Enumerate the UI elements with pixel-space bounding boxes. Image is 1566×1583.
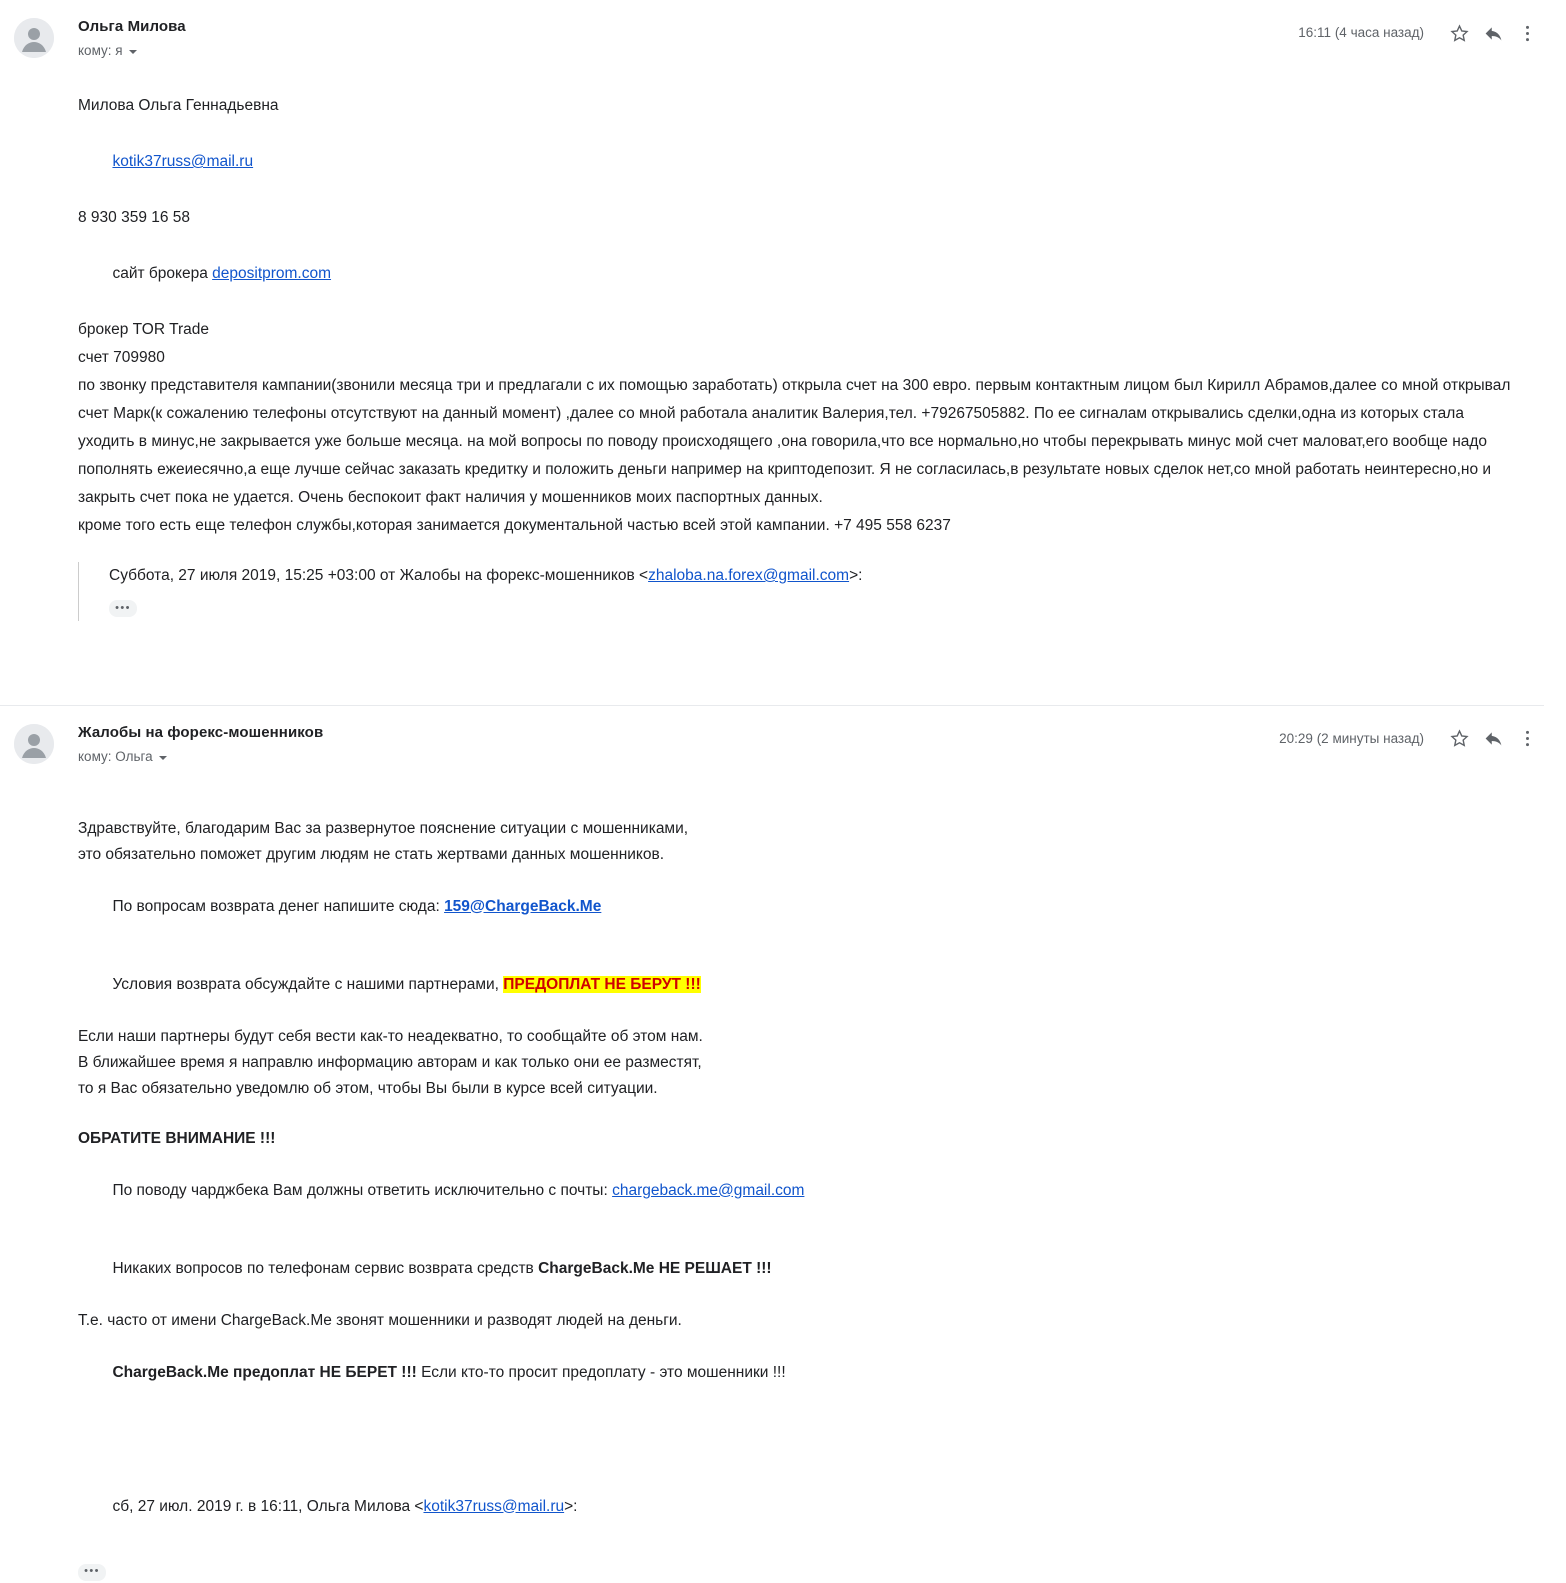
quote-header-2 [78, 1468, 1514, 1546]
body-paragraph-main: по звонку представителя кампании(звонили месяца три и предлагали с их помощью заработать) открыла счет на 300 евро. первым контактным лицом был Кирилл Абрамов,далее со мной открывал счет Марк(к сожалению телефоны отсутствуют на данный момент) ,далее со мной работала аналитик Валерия,тел. +79267505882. По ее сигналам открывались сделки,одна из которых стала уходить в минус,не закрывается уже больше месяца. на мой вопросы по поводу происходящего ,она говорила,что все нормально,но чтобы перекрывать минус мой счет маловат,его вообще надо пополнять ежеиесячно,а еще лучше сейчас заказать кредитку и положить деньги например на криптодепозит. Я не согласилась,в результате новых сделок нет,со мной работать неинтересно,но и закрыть счет пока не удается. Очень беспокоит факт наличия у мошенников моих паспортных данных. [78, 372, 1514, 512]
avatar [14, 724, 54, 764]
recipient-line[interactable] [78, 747, 1279, 767]
chevron-down-icon[interactable] [129, 50, 137, 54]
reply-line-6: В ближайшее время я направлю информацию авторам и как только они ее разместят, [78, 1050, 1514, 1076]
message-header-2 [0, 706, 1544, 780]
star-icon[interactable] [1442, 18, 1476, 48]
reply-icon[interactable] [1476, 18, 1510, 48]
quote-suffix: >: [564, 1498, 577, 1515]
recipient-line[interactable] [78, 41, 1298, 61]
sender-block-2 [54, 722, 1279, 767]
reply-icon[interactable] [1476, 724, 1510, 754]
reply-line-4-prefix: Условия возврата обсуждайте с нашими партнерами, [112, 976, 503, 993]
quote-email-link[interactable]: kotik37russ@mail.ru [423, 1498, 564, 1515]
reply-line-4 [78, 946, 1514, 1024]
quote-prefix: Суббота, 27 июля 2019, 15:25 +03:00 от Жалобы на форекс-мошенников < [109, 567, 648, 584]
attention-line-3: Т.е. часто от имени ChargeBack.Me звонят мошенники и разводят людей на деньги. [78, 1308, 1514, 1334]
body-line-site [78, 232, 1514, 316]
quote-header-1 [78, 562, 1514, 621]
message-body-1 [0, 74, 1544, 621]
reply-line-5: Если наши партнеры будут себя вести как-то неадекватно, то сообщайте об этом нам. [78, 1024, 1514, 1050]
body-line-name: Милова Ольга Геннадьевна [78, 92, 1514, 120]
sender-email-link[interactable]: kotik37russ@mail.ru [112, 153, 253, 170]
body-line-phone: 8 930 359 16 58 [78, 204, 1514, 232]
expand-quoted-text-button[interactable]: ••• [109, 600, 137, 617]
reply-line-7: то я Вас обязательно уведомлю об этом, чтобы Вы были в курсе всей ситуации. [78, 1076, 1514, 1102]
attention-line-4-rest: Если кто-то просит предоплату - это мошенники !!! [417, 1364, 786, 1381]
expand-quoted-text-button[interactable]: ••• [78, 1564, 106, 1581]
no-prepayment-highlight: ПРЕДОПЛАТ НЕ БЕРУТ !!! [503, 976, 700, 993]
message-timestamp: 16:11 (4 часа назад) [1298, 23, 1424, 43]
email-message-2 [0, 705, 1566, 1583]
chargeback-gmail-link[interactable]: chargeback.me@gmail.com [612, 1182, 804, 1199]
attention-line-1-prefix: По поводу чарджбека Вам должны ответить исключительно с почты: [112, 1182, 612, 1199]
star-icon[interactable] [1442, 724, 1476, 754]
site-prefix: сайт брокера [112, 265, 212, 282]
recipient-label: кому: я [78, 41, 123, 61]
chevron-down-icon[interactable] [159, 756, 167, 760]
attention-line-2-prefix: Никаких вопросов по телефонам сервис возврата средств [112, 1260, 538, 1277]
attention-line-2-bold: ChargeBack.Me НЕ РЕШАЕТ !!! [538, 1260, 771, 1277]
chargeback-email-link[interactable]: 159@ChargeBack.Me [444, 898, 601, 915]
attention-line-1 [78, 1152, 1514, 1230]
reply-line-3-prefix: По вопросам возврата денег напишите сюда: [112, 898, 444, 915]
sender-block-1 [54, 16, 1298, 61]
reply-line-3 [78, 868, 1514, 946]
message-body-2 [0, 780, 1544, 1583]
message-timestamp: 20:29 (2 минуты назад) [1279, 729, 1424, 749]
sender-name: Жалобы на форекс-мошенников [78, 723, 1279, 743]
broker-site-link[interactable]: depositprom.com [212, 265, 331, 282]
more-vertical-icon[interactable] [1510, 18, 1544, 48]
attention-line-4-bold: ChargeBack.Me предоплат НЕ БЕРЕТ !!! [112, 1364, 416, 1381]
reply-line-2: это обязательно поможет другим людям не стать жертвами данных мошенников. [78, 842, 1514, 868]
body-line-account: счет 709980 [78, 344, 1514, 372]
message-header-1 [0, 0, 1544, 74]
reply-line-1: Здравствуйте, благодарим Вас за развернутое пояснение ситуации с мошенниками, [78, 816, 1514, 842]
message-actions-1 [1298, 16, 1544, 48]
recipient-label: кому: Ольга [78, 747, 153, 767]
quote-prefix: сб, 27 июл. 2019 г. в 16:11, Ольга Милова < [112, 1498, 423, 1515]
message-actions-2 [1279, 722, 1544, 754]
quote-email-link[interactable]: zhaloba.na.forex@gmail.com [648, 567, 849, 584]
quote-suffix: >: [849, 567, 862, 584]
email-message-1 [0, 0, 1566, 661]
body-line-email [78, 120, 1514, 204]
attention-line-4 [78, 1334, 1514, 1412]
attention-heading: ОБРАТИТЕ ВНИМАНИЕ !!! [78, 1126, 1514, 1152]
attention-line-2 [78, 1230, 1514, 1308]
more-vertical-icon[interactable] [1510, 724, 1544, 754]
body-paragraph-extra: кроме того есть еще телефон службы,которая занимается документальной частью всей этой кампании. +7 495 558 6237 [78, 512, 1514, 540]
avatar [14, 18, 54, 58]
body-line-broker: брокер TOR Trade [78, 316, 1514, 344]
sender-name: Ольга Милова [78, 17, 1298, 37]
